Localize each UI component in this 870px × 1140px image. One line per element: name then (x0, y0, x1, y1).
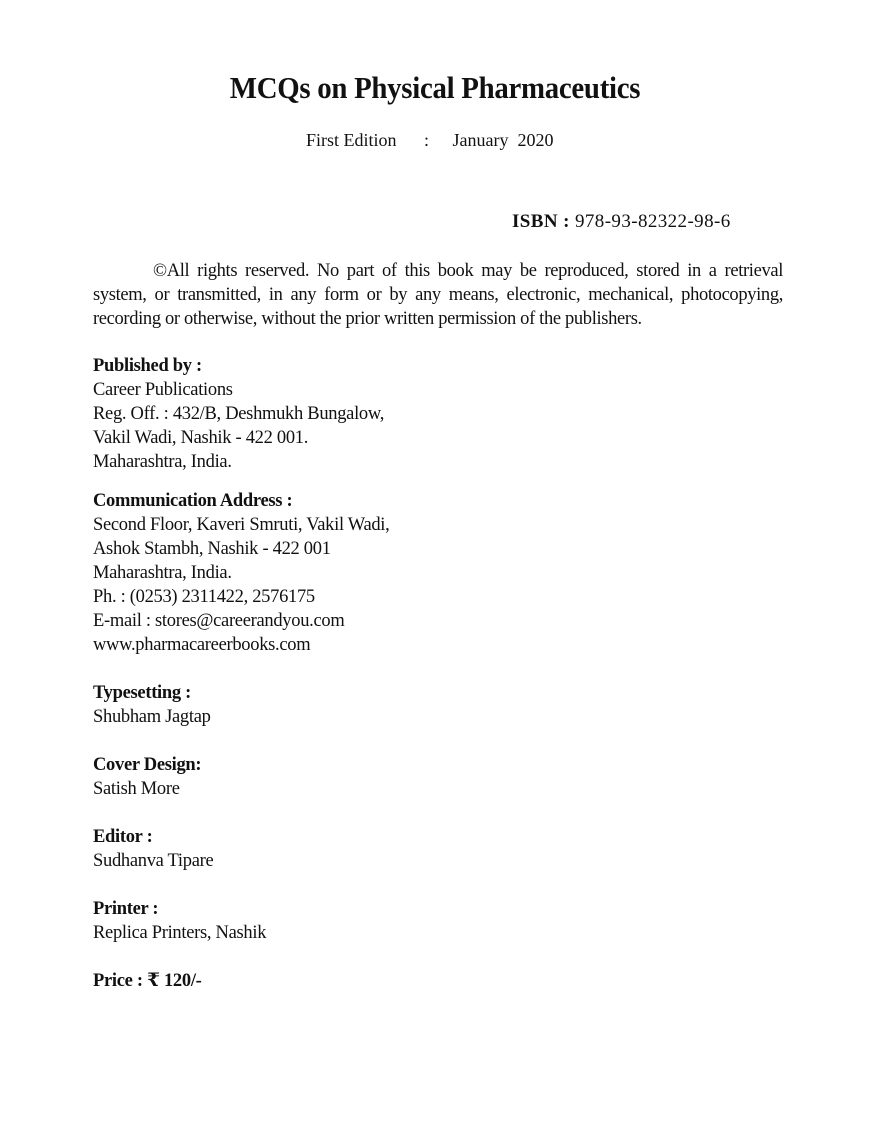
typesetting-section (93, 681, 211, 729)
published-by-section (93, 354, 384, 474)
published-by-line: Vakil Wadi, Nashik - 422 001. (93, 428, 309, 448)
editor-heading: Editor : (93, 827, 153, 847)
edition-label: First Edition (306, 130, 397, 150)
communication-line: Ashok Stambh, Nashik - 422 001 (93, 539, 331, 559)
edition-date: January 2020 (452, 130, 554, 150)
book-title: MCQs on Physical Pharmaceutics (229, 70, 641, 105)
cover-design-value: Satish More (93, 779, 180, 799)
communication-heading: Communication Address : (93, 491, 293, 511)
edition-separator: : (424, 130, 430, 150)
cover-design-section (93, 753, 201, 801)
email-line: E-mail : stores@careerandyou.com (93, 611, 345, 631)
typesetting-heading: Typesetting : (93, 683, 192, 703)
price: Price : ₹ 120/- (93, 971, 202, 991)
isbn-line (512, 211, 731, 233)
published-by-line: Career Publications (93, 380, 233, 400)
communication-line: Maharashtra, India. (93, 563, 232, 583)
edition-line (306, 130, 554, 151)
published-by-line: Reg. Off. : 432/B, Deshmukh Bungalow, (93, 404, 385, 424)
typesetting-value: Shubham Jagtap (93, 707, 211, 727)
communication-section (93, 489, 389, 657)
isbn-label: ISBN : (512, 211, 570, 232)
editor-section (93, 825, 213, 873)
website-line: www.pharmacareerbooks.com (93, 635, 311, 655)
published-by-heading: Published by : (93, 356, 202, 376)
isbn-value: 978-93-82322-98-6 (575, 211, 731, 232)
printer-section (93, 897, 266, 945)
published-by-line: Maharashtra, India. (93, 452, 232, 472)
communication-line: Second Floor, Kaveri Smruti, Vakil Wadi, (93, 515, 390, 535)
phone-line: Ph. : (0253) 2311422, 2576175 (93, 587, 315, 607)
cover-design-heading: Cover Design: (93, 755, 202, 775)
editor-value: Sudhanva Tipare (93, 851, 214, 871)
rights-notice: ©All rights reserved. No part of this book may be reproduced, stored in a retrieval system, or transmitted, in any form or by any means, electronic, mechanical, photocopying, recording or otherwise, without the prior written permission of the publishers. (93, 261, 783, 329)
printer-value: Replica Printers, Nashik (93, 923, 267, 943)
printer-heading: Printer : (93, 899, 159, 919)
